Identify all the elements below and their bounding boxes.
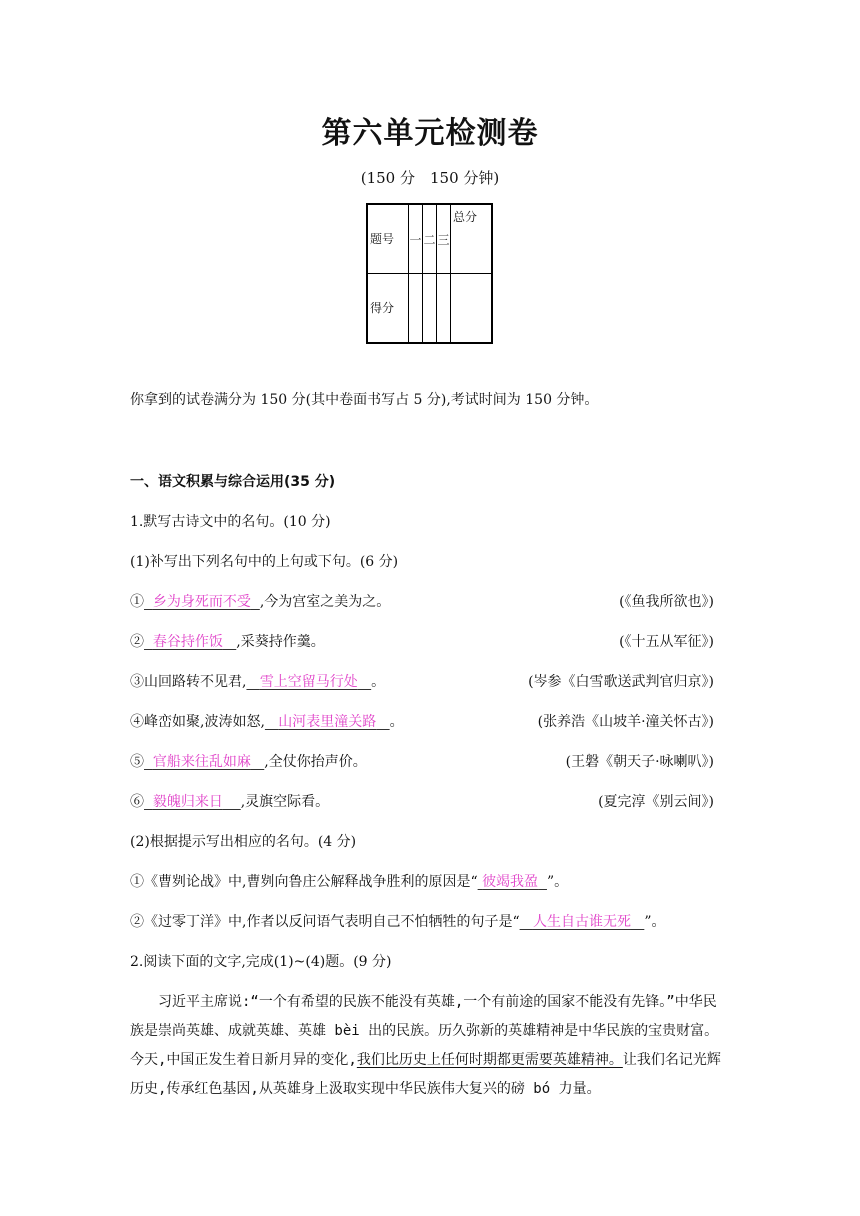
list-item: ③山回路转不见君, 雪上空留马行处 。: [130, 674, 386, 690]
section-heading: 一、语文积累与综合运用(35 分): [130, 474, 336, 490]
item-source: (张养浩《山坡羊·潼关怀古》): [537, 714, 714, 730]
score-table-row: [367, 274, 492, 344]
exam-intro: 你拿到的试卷满分为 150 分(其中卷面书写占 5 分),考试时间为 150 分钟。: [130, 392, 599, 408]
item-source: (岑参《白雪歌送武判官归京》): [528, 674, 714, 690]
question-1: 1.默写古诗文中的名句。(10 分): [130, 514, 331, 530]
list-item: ②《过零丁洋》中,作者以反问语气表明自己不怕牺牲的句子是“ 人生自古谁无死 ”。: [130, 914, 666, 930]
question-1-part-2: (2)根据提示写出相应的名句。(4 分): [130, 834, 357, 850]
answer-text: 春谷持作饭: [152, 634, 223, 650]
list-item: ① 乡为身死而不受 ,今为宫室之美为之。: [130, 594, 391, 610]
score-table-header-row: [367, 204, 492, 274]
score-row-label: 得分: [367, 274, 409, 344]
list-item: ⑥ 毅魄归来日 ,灵旗空际看。: [130, 794, 330, 810]
score-header-1: 一: [409, 204, 423, 274]
list-item: ⑤ 官船来往乱如麻 ,全仗你抬声价。: [130, 754, 367, 770]
question-1-part-1: (1)补写出下列名句中的上句或下句。(6 分): [130, 554, 399, 570]
item-source: (夏完淳《别云间》): [598, 794, 714, 810]
answer-text: 毅魄归来日: [152, 794, 223, 810]
score-header-label: 题号: [367, 204, 409, 274]
item-source: (《鱼我所欲也》): [619, 594, 714, 610]
page-subtitle: (150 分 150 分钟): [360, 169, 500, 187]
answer-text: 彼竭我盈: [482, 874, 539, 890]
answer-text: 官船来往乱如麻: [152, 754, 251, 770]
score-header-3: 三: [437, 204, 451, 274]
question-2: 2.阅读下面的文字,完成(1)~(4)题。(9 分): [130, 954, 392, 970]
list-item: ④峰峦如聚,波涛如怒, 山河表里潼关路 。: [130, 714, 404, 730]
score-header-total: 总分: [451, 204, 493, 274]
underlined-sentence: 我们比历史上任何时期都更需要英雄精神。: [356, 1052, 623, 1068]
score-cell-total[interactable]: [451, 274, 493, 344]
score-table: [366, 203, 493, 344]
score-cell-2[interactable]: [423, 274, 437, 344]
list-item: ② 春谷持作饭 ,采葵持作羹。: [130, 634, 325, 650]
score-header-2: 二: [423, 204, 437, 274]
page-title: 第六单元检测卷: [321, 116, 539, 151]
answer-text: 乡为身死而不受: [152, 594, 251, 610]
item-source: (《十五从军征》): [619, 634, 714, 650]
answer-text: 人生自古谁无死: [532, 914, 631, 930]
score-cell-3[interactable]: [437, 274, 451, 344]
reading-passage: 习近平主席说:“一个有希望的民族不能没有英雄,一个有前途的国家不能没有先锋。”中华民族是崇尚英雄、成就英雄、英雄 bèi 出的民族。历久弥新的英雄精神是中华民族的宝贵财富。今天,中国正发生着日新月异的变化,我们比历史上任何时期都更需要英雄精神。让我们名记光辉历史,传承红色基因,从英雄身上汲取实现中华民族伟大复兴的磅 bó 力量。: [130, 994, 721, 1097]
answer-text: 山河表里潼关路: [278, 714, 377, 730]
item-source: (王磐《朝天子·咏喇叭》): [565, 754, 714, 770]
list-item: ①《曹刿论战》中,曹刿向鲁庄公解释战争胜利的原因是“ 彼竭我盈 ”。: [130, 874, 569, 890]
score-cell-1[interactable]: [409, 274, 423, 344]
answer-text: 雪上空留马行处: [259, 674, 358, 690]
